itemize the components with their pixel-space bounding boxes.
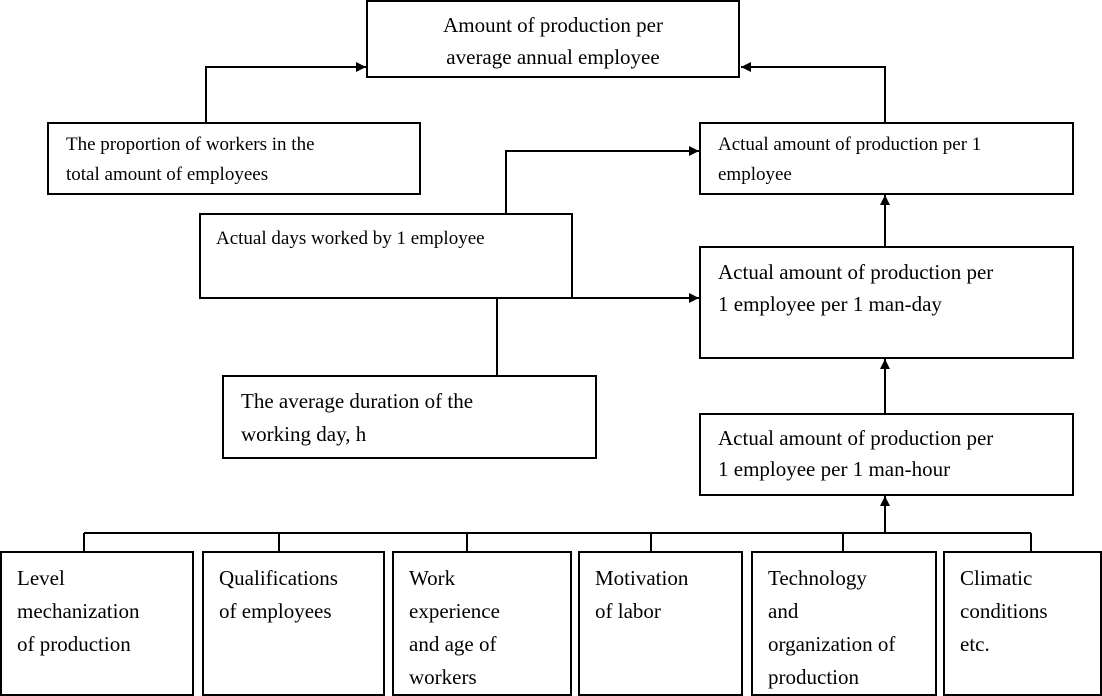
- factor-3-line-1: Work: [409, 566, 456, 590]
- factor-5-line-3: organization of: [768, 632, 896, 656]
- days-worked-box: [199, 213, 573, 299]
- factor-3-line-3: and age of: [409, 632, 497, 656]
- factor-box-technology: [751, 551, 937, 696]
- days-worked-label: Actual days worked by 1 employee: [216, 228, 485, 249]
- factor-6-line-3: etc.: [960, 632, 990, 656]
- duration-line-2: working day, h: [241, 422, 367, 446]
- per-man-hour-box: [699, 413, 1074, 496]
- man-day-line-1: Actual amount of production per: [718, 260, 994, 284]
- factor-5-line-2: and: [768, 599, 799, 623]
- top-box-line-1: Amount of production per: [443, 13, 663, 37]
- factor-4-line-2: of labor: [595, 599, 661, 623]
- factor-box-mechanization: [0, 551, 194, 696]
- factor-6-line-1: Climatic: [960, 566, 1033, 590]
- factor-1-line-1: Level: [17, 566, 65, 590]
- factor-box-motivation: [578, 551, 743, 696]
- factor-2-line-2: of employees: [219, 599, 332, 623]
- factor-1-line-2: mechanization: [17, 599, 140, 623]
- per-employee-line-1: Actual amount of production per 1: [718, 134, 982, 155]
- man-hour-line-2: 1 employee per 1 man-hour: [718, 457, 951, 481]
- factor-4-line-1: Motivation: [595, 566, 689, 590]
- proportion-workers-box: [47, 122, 421, 195]
- top-box-line-2: average annual employee: [446, 45, 660, 69]
- factor-5-line-1: Technology: [768, 566, 867, 590]
- avg-working-day-box: [222, 375, 597, 459]
- factor-5-line-4: production: [768, 665, 859, 689]
- actual-per-employee-box: [699, 122, 1074, 195]
- factor-box-climatic: [943, 551, 1102, 696]
- duration-line-1: The average duration of the: [241, 389, 474, 413]
- top-box-annual-employee-output: [366, 0, 740, 78]
- man-hour-line-1: Actual amount of production per: [718, 426, 994, 450]
- factor-1-line-3: of production: [17, 632, 131, 656]
- factor-3-line-4: workers: [409, 665, 477, 689]
- factor-box-work-experience: [392, 551, 572, 696]
- proportion-line-1: The proportion of workers in the: [66, 134, 315, 155]
- arrow-per-employee-to-top: [741, 67, 885, 122]
- per-employee-line-2: employee: [718, 164, 792, 185]
- man-day-line-2: 1 employee per 1 man-day: [718, 292, 942, 316]
- arrow-days-to-per-employee: [506, 151, 699, 213]
- per-man-day-box: [699, 246, 1074, 359]
- factor-6-line-2: conditions: [960, 599, 1048, 623]
- factor-2-line-1: Qualifications: [219, 566, 338, 590]
- proportion-line-2: total amount of employees: [66, 164, 269, 185]
- factor-3-line-2: experience: [409, 599, 500, 623]
- arrow-proportion-to-top: [206, 67, 366, 122]
- factor-box-qualifications: [202, 551, 385, 696]
